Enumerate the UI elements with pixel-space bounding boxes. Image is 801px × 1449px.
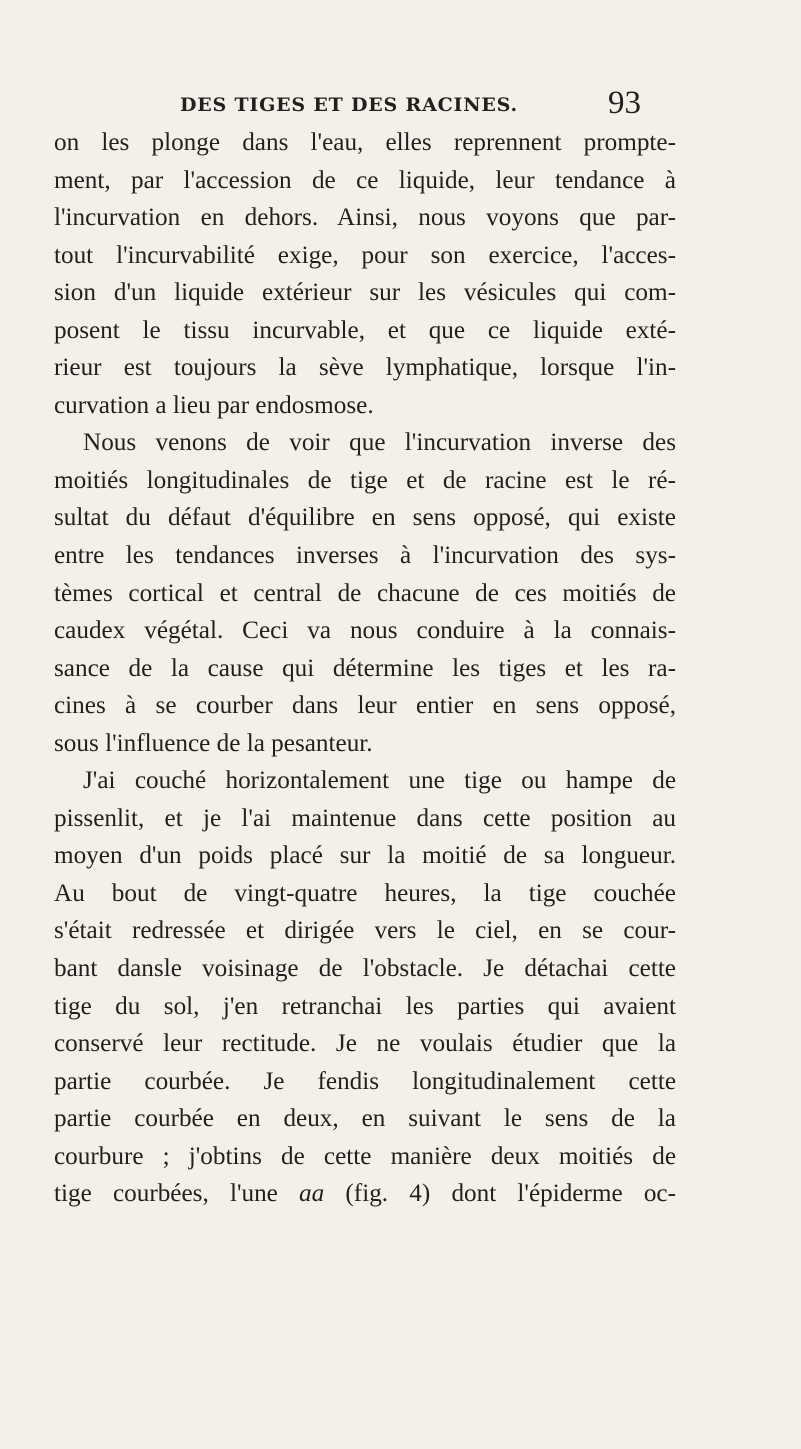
text-run: tige courbées, l'une: [54, 1180, 300, 1208]
paragraph-end-line: sous l'influence de la pesanteur.: [54, 729, 373, 757]
text-line: pissenlit, et je l'ai maintenue dans cette position au: [54, 804, 676, 832]
text-line: on les plonge dans l'eau, elles reprennent prompte-: [54, 129, 676, 156]
text-line: partie courbée en deux, en suivant le sens de la: [54, 1105, 676, 1133]
text-line-with-figure-reference: [54, 1175, 676, 1213]
text-line: moyen d'un poids placé sur la moitié de sa longueur.: [54, 842, 676, 870]
text-line: posent le tissu incurvable, et que ce liquide exté-: [54, 316, 676, 344]
text-line: Au bout de vingt-quatre heures, la tige couchée: [54, 879, 676, 907]
text-line: sance de la cause qui détermine les tiges et les ra-: [54, 654, 676, 682]
text-line: moitiés longitudinales de tige et de racine est le ré-: [54, 466, 676, 494]
text-line: l'incurvation en dehors. Ainsi, nous voyons que par-: [54, 204, 676, 232]
text-line: rieur est toujours la sève lymphatique, lorsque l'in-: [54, 354, 676, 382]
body-text: [54, 124, 676, 1213]
text-line: tèmes cortical et central de chacune de ces moitiés de: [54, 579, 676, 607]
text-line: tout l'incurvabilité exige, pour son exercice, l'acces-: [54, 241, 676, 269]
text-run: (fig. 4) dont l'épiderme oc-: [324, 1180, 676, 1208]
text-line: partie courbée. Je fendis longitudinalement cette: [54, 1067, 676, 1095]
paragraph-start-line: J'ai couché horizontalement une tige ou hampe de: [83, 767, 676, 795]
text-line: sultat du défaut d'équilibre en sens opposé, qui existe: [54, 504, 676, 532]
running-head: [52, 86, 656, 120]
text-line: conservé leur rectitude. Je ne voulais étudier que la: [54, 1030, 676, 1058]
paragraph-start-line: Nous venons de voir que l'incurvation inverse des: [83, 429, 676, 457]
text-line: sion d'un liquide extérieur sur les vésicules qui com-: [54, 279, 676, 307]
text-line: courbure ; j'obtins de cette manière deux moitiés de: [54, 1142, 676, 1170]
text-line: s'était redressée et dirigée vers le ciel, en se cour-: [54, 917, 676, 945]
paragraph-end-line: curvation a lieu par endosmose.: [54, 391, 374, 419]
text-line: cines à se courber dans leur entier en sens opposé,: [54, 692, 676, 720]
page-number: 93: [608, 85, 641, 121]
text-line: bant dansle voisinage de l'obstacle. Je détachai cette: [54, 955, 676, 983]
text-line: entre les tendances inverses à l'incurvation des sys-: [54, 542, 676, 570]
text-line: tige du sol, j'en retranchai les parties qui avaient: [54, 992, 676, 1020]
text-line: ment, par l'accession de ce liquide, leur tendance à: [54, 166, 676, 194]
italic-figure-label: aa: [299, 1180, 325, 1208]
running-title: DES TIGES ET DES RACINES.: [180, 94, 518, 116]
text-line: caudex végétal. Ceci va nous conduire à la connais-: [54, 617, 676, 645]
